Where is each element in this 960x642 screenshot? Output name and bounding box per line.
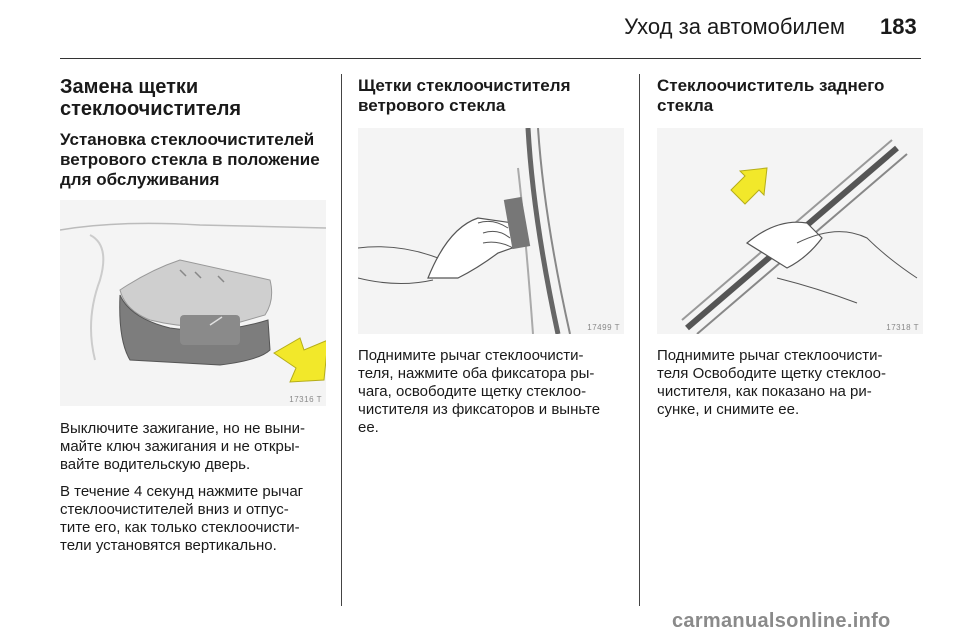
section-title: Замена щетки стеклоочистителя — [60, 76, 242, 120]
column-divider-1 — [341, 74, 342, 606]
column-3 — [657, 76, 923, 116]
rear-wiper-illustration — [657, 128, 923, 334]
subsection-title: Установка стеклоочистителей ветрового стекла в положение для обслуживания — [60, 130, 320, 189]
watermark: carmanualsonline.info — [672, 610, 891, 632]
figure-code: 17499 T — [587, 323, 620, 332]
wiper-lever-figure — [60, 200, 326, 406]
windshield-wiper-figure — [358, 128, 624, 334]
figure-code: 17318 T — [886, 323, 919, 332]
header-title: Уход за автомобилем — [624, 14, 845, 39]
paragraph: Поднимите рычаг стеклоочисти- теля, нажмите оба фиксатора ры- чага, освободите щетку стеклоо- чистителя из фиксаторов и выньте ее. — [358, 347, 601, 436]
up-left-arrow-icon — [731, 168, 767, 204]
section-title: Щетки стеклоочистителя ветрового стекла — [358, 76, 571, 115]
column-3-text — [657, 347, 929, 419]
paragraph: В течение 4 секунд нажмите рычаг стеклоочистителей вниз и отпус- тите его, как только стеклоочисти- тели установятся вертикально. — [60, 483, 304, 554]
windshield-wiper-illustration — [358, 128, 624, 334]
paragraph: Выключите зажигание, но не выни- майте ключ зажигания и не откры- вайте водительскую дверь. — [60, 420, 306, 473]
figure-code: 17316 T — [289, 395, 322, 404]
header-rule — [60, 58, 921, 59]
section-title: Стеклоочиститель заднего стекла — [657, 76, 885, 115]
down-arrow-icon — [274, 338, 326, 382]
column-1-text — [60, 420, 332, 555]
rear-wiper-figure — [657, 128, 923, 334]
column-2 — [358, 76, 624, 116]
paragraph: Поднимите рычаг стеклоочисти- теля Освободите щетку стеклоо- чистителя, как показано на ри- сунке, и снимите ее. — [657, 347, 887, 418]
column-1 — [60, 76, 326, 190]
page-number: 183 — [880, 14, 917, 39]
column-divider-2 — [639, 74, 640, 606]
wiper-lever-illustration — [60, 200, 326, 406]
column-2-text — [358, 347, 630, 437]
